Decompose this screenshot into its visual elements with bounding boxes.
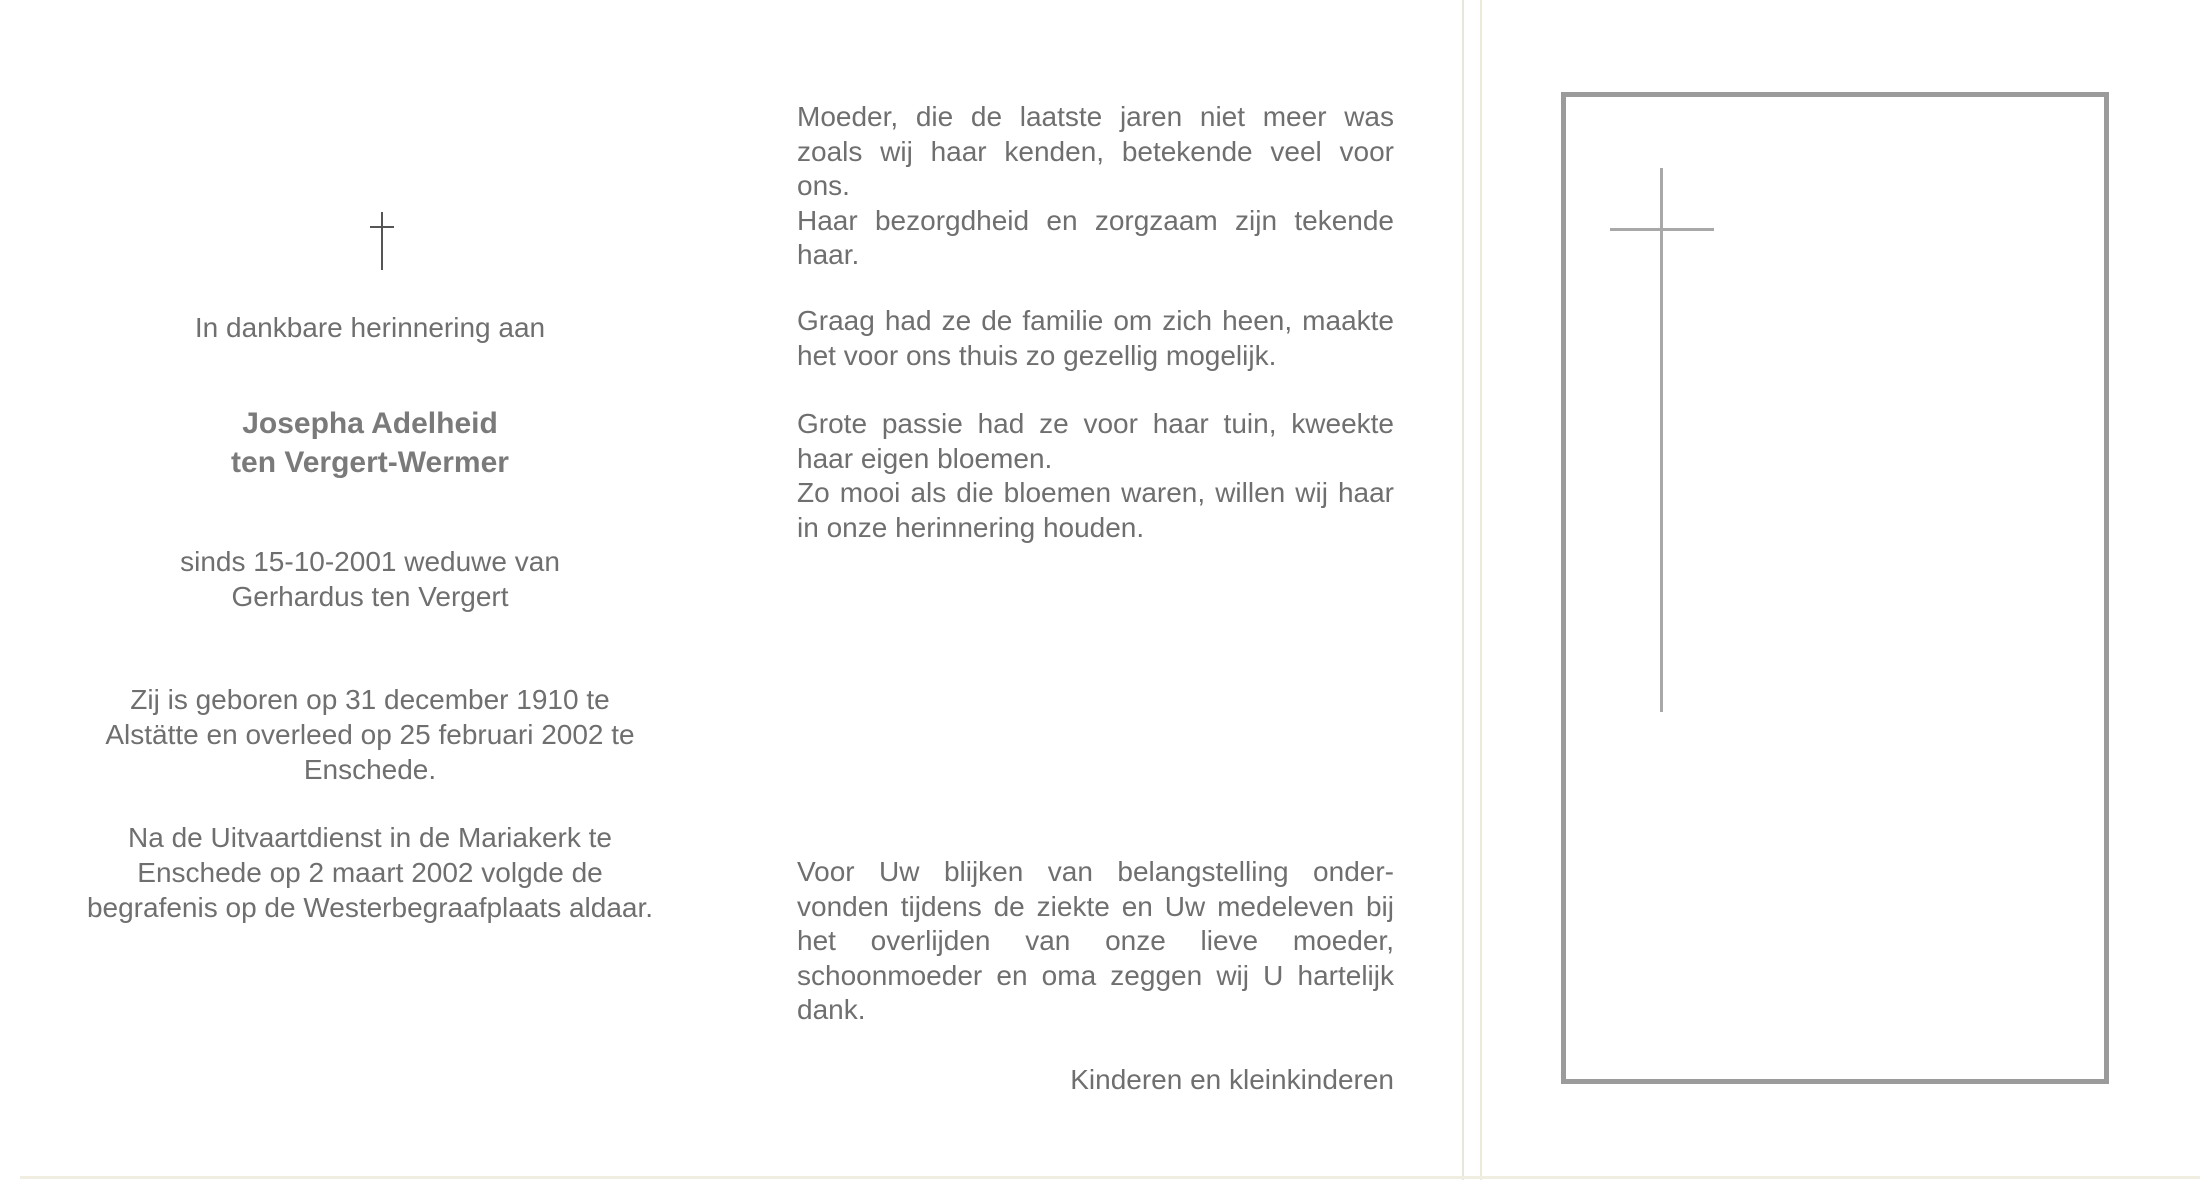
thanks-line3: het overlijden van onze lieve moeder, — [797, 925, 1394, 956]
birth-line1: Zij is geboren op 31 december 1910 te — [130, 684, 610, 715]
widow-line1: sinds 15-10-2001 weduwe van — [180, 546, 560, 577]
thanks-line4: schoonmoeder en oma zeggen wij U hartelijk — [797, 959, 1394, 991]
small-cross-horizontal — [370, 226, 394, 228]
photo-frame — [1561, 92, 2109, 1084]
tribute-paragraph-1 — [797, 100, 1394, 273]
deceased-name-line1: Josepha Adelheid — [242, 407, 498, 440]
thanks-line2: vonden tijdens de ziekte en Uw medeleven bij — [797, 890, 1394, 922]
tribute-p3-line4: in onze herinnering houden. — [797, 511, 1145, 543]
funeral-line2: Enschede op 2 maart 2002 volgde de — [137, 857, 603, 888]
tribute-p2-line2: het voor ons thuis zo gezellig mogelijk. — [797, 339, 1277, 371]
deceased-name-line2: ten Vergert-Wermer — [231, 446, 509, 479]
tribute-p1-line5: haar. — [797, 239, 860, 270]
tribute-paragraph-2 — [797, 304, 1394, 373]
tribute-paragraph-3 — [797, 407, 1394, 545]
small-cross-vertical — [381, 212, 383, 270]
thanks-line5: dank. — [797, 994, 866, 1025]
large-cross-vertical — [1660, 168, 1663, 712]
tribute-p2-line1: Graag had ze de familie om zich heen, maakte — [797, 305, 1394, 336]
small-cross-icon — [370, 212, 394, 270]
tribute-p3-line1: Grote passie had ze voor haar tuin, kweekte — [797, 408, 1394, 439]
tribute-p1-line4: Haar bezorgdheid en zorgzaam zijn tekende — [797, 204, 1394, 236]
tribute-p1-line3: ons. — [797, 170, 850, 201]
funeral-line1: Na de Uitvaartdienst in de Mariakerk te — [128, 822, 612, 853]
funeral-line3: begrafenis op de Westerbegraafplaats aldaar. — [86, 892, 654, 923]
birth-line2: Alstätte en overleed op 25 februari 2002 te — [105, 719, 635, 750]
fold-line — [1462, 0, 1464, 1180]
birth-line3: Enschede. — [303, 754, 437, 785]
widow-line2: Gerhardus ten Vergert — [231, 581, 509, 612]
thanks-paragraph — [797, 855, 1394, 1028]
thanks-line1: Voor Uw blijken van belangstelling onder- — [797, 856, 1394, 887]
signature: Kinderen en kleinkinderen — [1070, 1064, 1394, 1095]
tribute-p3-line2: haar eigen bloemen. — [797, 442, 1053, 474]
tribute-p3-line3: Zo mooi als die bloemen waren, willen wij haar — [797, 477, 1394, 508]
paper-edge — [20, 1176, 2200, 1179]
fold-line-right — [1480, 0, 1482, 1180]
tribute-p1-line1: Moeder, die de laatste jaren niet meer was — [797, 101, 1394, 132]
large-cross-horizontal — [1610, 228, 1714, 231]
intro-text: In dankbare herinnering aan — [194, 312, 546, 343]
tribute-p1-line2: zoals wij haar kenden, betekende veel voor — [797, 135, 1394, 167]
